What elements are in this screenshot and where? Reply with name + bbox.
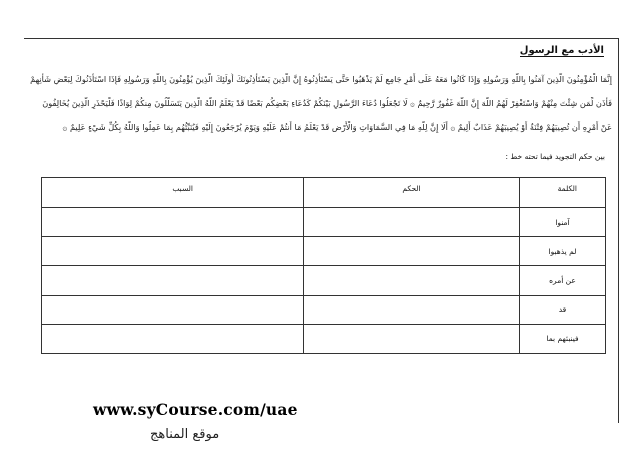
- row-ruling-field[interactable]: [304, 266, 520, 295]
- table-row: [42, 324, 606, 353]
- worksheet-title: الأدب مع الرسول: [519, 45, 604, 56]
- table-row: [42, 266, 606, 295]
- row-word: فينبئهم بما: [520, 324, 606, 353]
- row-reason-field[interactable]: [42, 324, 304, 353]
- row-ruling-field[interactable]: [304, 237, 520, 266]
- row-word: لم يذهبوا: [520, 237, 606, 266]
- verse-line-2: فَأْذَن لِّمَن شِئْتَ مِنْهُمْ وَاسْتَغْفِرْ لَهُمُ اللَّهَ إِنَّ اللَّهَ غَفُورٌ رَّحِيمٌ ۞ لَا تَجْعَلُوا دُعَاءَ الرَّسُولِ بَيْنَكُمْ كَدُعَاءِ بَعْضِكُم بَعْضًا قَدْ يَعْلَمُ اللَّهُ الَّذِينَ يَتَسَلَّلُونَ مِنكُمْ لِوَاذًا فَلْيَحْذَرِ الَّذِينَ يُخَالِفُونَ: [42, 98, 612, 108]
- table-row: [42, 237, 606, 266]
- verse-line-1: إِنَّمَا الْمُؤْمِنُونَ الَّذِينَ آمَنُوا بِاللَّهِ وَرَسُولِهِ وَإِذَا كَانُوا مَعَهُ عَلَى أَمْرٍ جَامِعٍ لَمْ يَذْهَبُوا حَتَّى يَسْتَأْذِنُوهُ إِنَّ الَّذِينَ يَسْتَأْذِنُونَكَ أُولَئِكَ الَّذِينَ يُؤْمِنُونَ بِاللَّهِ وَرَسُولِهِ فَإِذَا اسْتَأْذَنُوكَ لِبَعْضِ شَأْنِهِمْ: [30, 74, 612, 84]
- row-ruling-field[interactable]: [304, 208, 520, 237]
- tajweed-answer-table: [41, 177, 606, 354]
- site-url-link[interactable]: www.syCourse.com/uae: [93, 400, 298, 419]
- row-word: قد: [520, 295, 606, 324]
- header-reason: السبب: [42, 178, 304, 208]
- row-reason-field[interactable]: [42, 208, 304, 237]
- row-ruling-field[interactable]: [304, 324, 520, 353]
- row-ruling-field[interactable]: [304, 295, 520, 324]
- row-word: عن أمره: [520, 266, 606, 295]
- row-reason-field[interactable]: [42, 295, 304, 324]
- header-ruling: الحكم: [304, 178, 520, 208]
- table-row: [42, 208, 606, 237]
- table-header-row: [42, 178, 606, 208]
- verse-line-3: عَنْ أَمْرِهِ أَن تُصِيبَهُمْ فِتْنَةٌ أَوْ يُصِيبَهُمْ عَذَابٌ أَلِيمٌ ۞ أَلَا إِنَّ لِلَّهِ مَا فِي السَّمَاوَاتِ وَالْأَرْضِ قَدْ يَعْلَمُ مَا أَنتُمْ عَلَيْهِ وَيَوْمَ يُرْجَعُونَ إِلَيْهِ فَيُنَبِّئُهُم بِمَا عَمِلُوا وَاللَّهُ بِكُلِّ شَيْءٍ عَلِيمٌ ۞: [62, 122, 612, 132]
- row-reason-field[interactable]: [42, 266, 304, 295]
- row-word: آمنوا: [520, 208, 606, 237]
- header-word: الكلمة: [520, 178, 606, 208]
- site-name-label: موقع المناهج: [150, 427, 220, 442]
- table-row: [42, 295, 606, 324]
- exercise-instruction: بين حكم التجويد فيما تحته خط :: [505, 152, 605, 161]
- row-reason-field[interactable]: [42, 237, 304, 266]
